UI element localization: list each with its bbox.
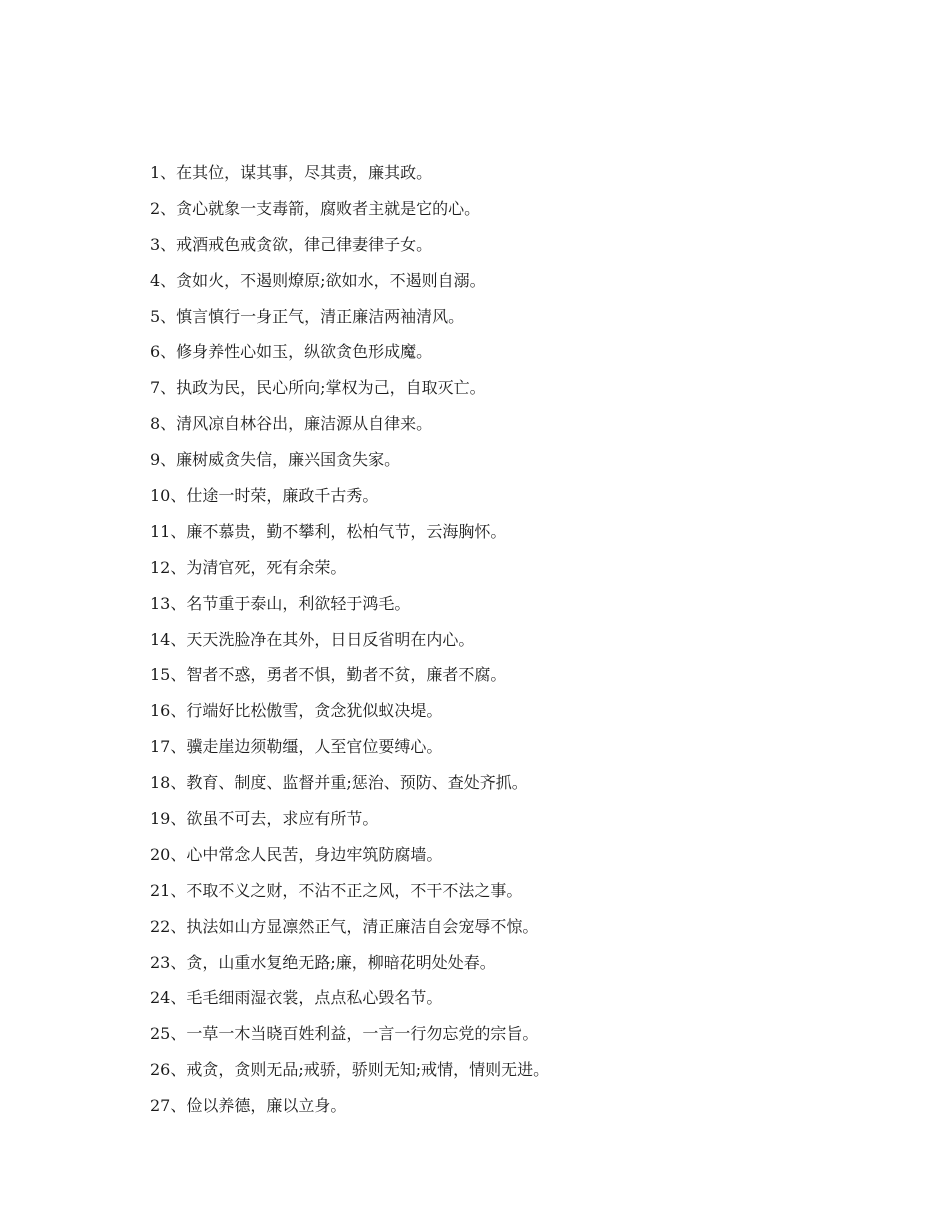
list-item: 14、天天洗脸净在其外，日日反省明在内心。 [150, 629, 475, 649]
list-item: 17、骥走崖边须勒缰，人至官位要缚心。 [150, 737, 443, 757]
list-item: 26、戒贪，贪则无品;戒骄，骄则无知;戒情，情则无进。 [150, 1060, 550, 1080]
list-item: 1、在其位，谋其事，尽其责，廉其政。 [150, 163, 433, 182]
list-item: 13、名节重于泰山，利欲轻于鸿毛。 [150, 593, 411, 613]
list-item: 21、不取不义之财，不沾不正之风，不干不法之事。 [150, 880, 523, 900]
list-item: 18、教育、制度、监督并重;惩治、预防、查处齐抓。 [150, 773, 528, 793]
list-item: 5、慎言慎行一身正气，清正廉洁两袖清风。 [150, 306, 465, 326]
list-item: 8、清风凉自林谷出，廉洁源从自律来。 [150, 414, 433, 434]
list-item: 24、毛毛细雨湿衣裳，点点私心毁名节。 [150, 988, 443, 1008]
list-item: 2、贪心就象一支毒箭，腐败者主就是它的心。 [150, 198, 481, 218]
list-item: 19、欲虽不可去，求应有所节。 [150, 809, 379, 829]
list-item: 23、贪，山重水复绝无路;廉，柳暗花明处处春。 [150, 952, 496, 972]
list-item: 27、俭以养德，廉以立身。 [150, 1096, 347, 1116]
list-item: 22、执法如山方显凛然正气，清正廉洁自会宠辱不惊。 [150, 916, 539, 936]
list-item: 15、智者不惑，勇者不惧，勤者不贫，廉者不腐。 [150, 665, 507, 685]
list-item: 11、廉不慕贵，勤不攀利，松柏气节，云海胸怀。 [150, 521, 507, 541]
list-item: 16、行端好比松傲雪，贪念犹似蚁决堤。 [150, 701, 443, 721]
list-item: 12、为清官死，死有余荣。 [150, 557, 347, 577]
list-item: 4、贪如火，不遏则燎原;欲如水，不遏则自溺。 [150, 270, 486, 290]
list-item: 10、仕途一时荣，廉政千古秀。 [150, 486, 379, 506]
list-item: 6、修身养性心如玉，纵欲贪色形成魔。 [150, 342, 433, 362]
list-item: 7、执政为民，民心所向;掌权为己，自取灭亡。 [150, 378, 486, 398]
list-item: 20、心中常念人民苦，身边牢筑防腐墙。 [150, 844, 443, 864]
slogan-list [150, 160, 910, 1129]
list-item: 25、一草一木当晓百姓利益，一言一行勿忘党的宗旨。 [150, 1024, 539, 1044]
list-item: 3、戒酒戒色戒贪欲，律己律妻律子女。 [150, 234, 433, 254]
list-item: 9、廉树威贪失信，廉兴国贪失家。 [150, 450, 401, 470]
